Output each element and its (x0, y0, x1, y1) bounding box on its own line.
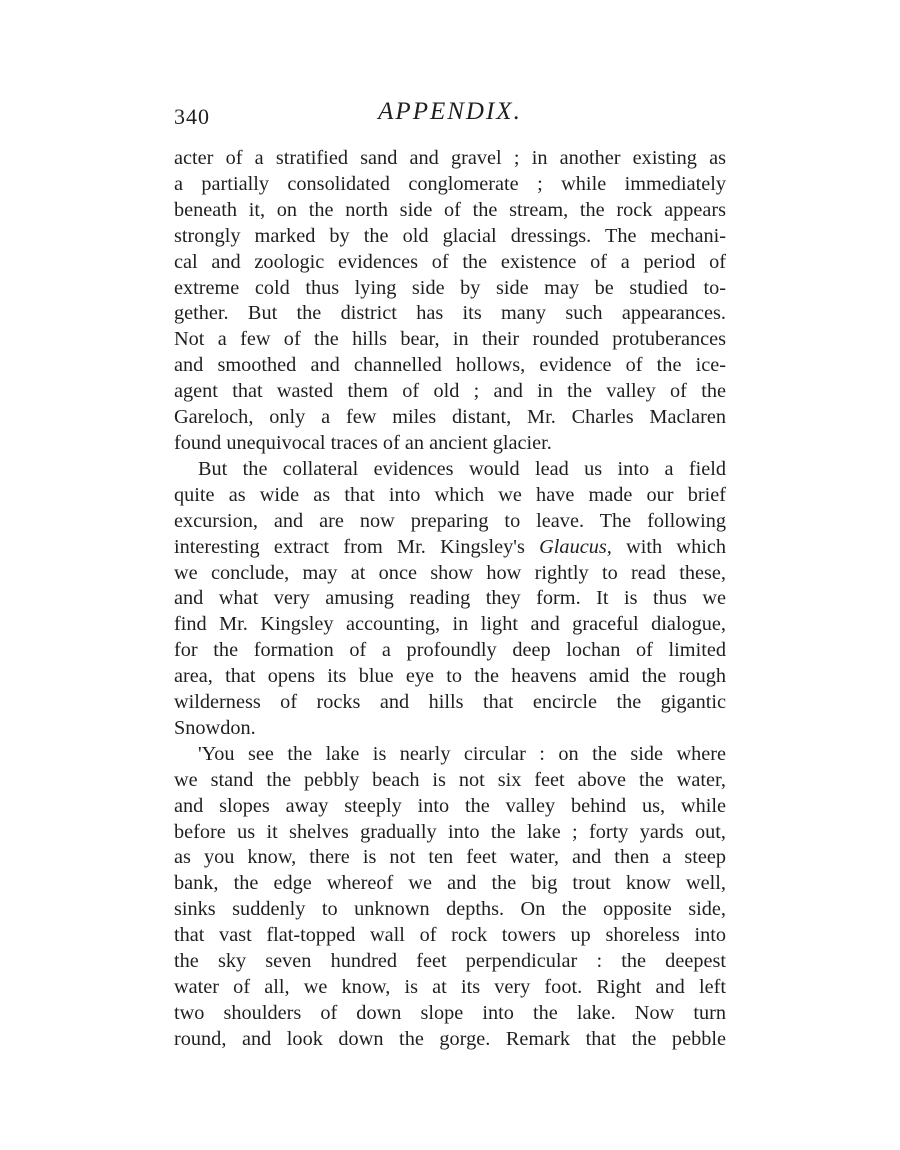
text-line: wilderness of rocks and hills that encircle the gigantic (174, 691, 726, 714)
book-title-glaucus: Glaucus, (539, 535, 612, 558)
text-line: round, and look down the gorge. Remark that the pebble (174, 1027, 726, 1050)
text-line (174, 535, 726, 561)
paragraph-3-quotation (174, 742, 726, 1053)
text-line: the sky seven hundred feet perpendicular : the deepest (174, 950, 726, 973)
text-line: beneath it, on the north side of the stream, the rock appears (174, 198, 726, 221)
text-line: gether. But the district has its many such appearances. (174, 302, 726, 325)
text-line: for the formation of a profoundly deep lochan of limited (174, 639, 726, 662)
text-line: and what very amusing reading they form. It is thus we (174, 587, 726, 610)
text-line: and smoothed and channelled hollows, evidence of the ice- (174, 354, 726, 377)
text-line: Gareloch, only a few miles distant, Mr. Charles Maclaren (174, 406, 726, 429)
text-line: find Mr. Kingsley accounting, in light and graceful dialogue, (174, 613, 726, 636)
page-number: 340 (174, 104, 210, 129)
text-line: strongly marked by the old glacial dressings. The mechani- (174, 224, 726, 247)
text-line: as you know, there is not ten feet water, and then a steep (174, 846, 726, 869)
text-fragment: with which (611, 535, 726, 558)
text-line: 'You see the lake is nearly circular : on the side where (198, 742, 726, 765)
text-line: acter of a stratified sand and gravel ; in another existing as (174, 147, 726, 169)
text-line: two shoulders of down slope into the lake. Now turn (174, 1001, 726, 1024)
paragraph-1 (174, 146, 726, 457)
text-line: bank, the edge whereof we and the big trout know well, (174, 872, 726, 895)
text-line: excursion, and are now preparing to leave. The following (174, 509, 726, 532)
paragraph-2 (174, 457, 726, 742)
text-line: Not a few of the hills bear, in their rounded protuberances (174, 328, 726, 351)
text-fragment: interesting extract from Mr. Kingsley's (174, 535, 540, 558)
text-line: before us it shelves gradually into the lake ; forty yards out, (174, 820, 726, 843)
text-line: But the collateral evidences would lead us into a field (198, 457, 726, 480)
text-line: water of all, we know, is at its very foot. Right and left (174, 976, 726, 998)
body-text (174, 146, 726, 1053)
text-line: we conclude, may at once show how rightly to read these, (174, 561, 726, 584)
text-line: we stand the pebbly beach is not six feet above the water, (174, 768, 726, 791)
text-line: quite as wide as that into which we have made our brief (174, 483, 726, 506)
text-line: a partially consolidated conglomerate ; while immediately (174, 172, 726, 195)
page-header (174, 98, 726, 132)
text-line: and slopes away steeply into the valley behind us, while (174, 794, 726, 817)
text-line: cal and zoologic evidences of the existence of a period of (174, 250, 726, 273)
text-line: Snowdon. (174, 716, 256, 739)
text-line: agent that wasted them of old ; and in the valley of the (174, 380, 726, 403)
text-line: area, that opens its blue eye to the heavens amid the rough (174, 665, 726, 688)
text-line: found unequivocal traces of an ancient glacier. (174, 431, 552, 454)
text-line: extreme cold thus lying side by side may be studied to- (174, 276, 726, 299)
text-line: that vast flat-topped wall of rock towers up shoreless into (174, 924, 726, 947)
running-head: APPENDIX. (378, 98, 522, 125)
text-line: sinks suddenly to unknown depths. On the opposite side, (174, 898, 726, 921)
